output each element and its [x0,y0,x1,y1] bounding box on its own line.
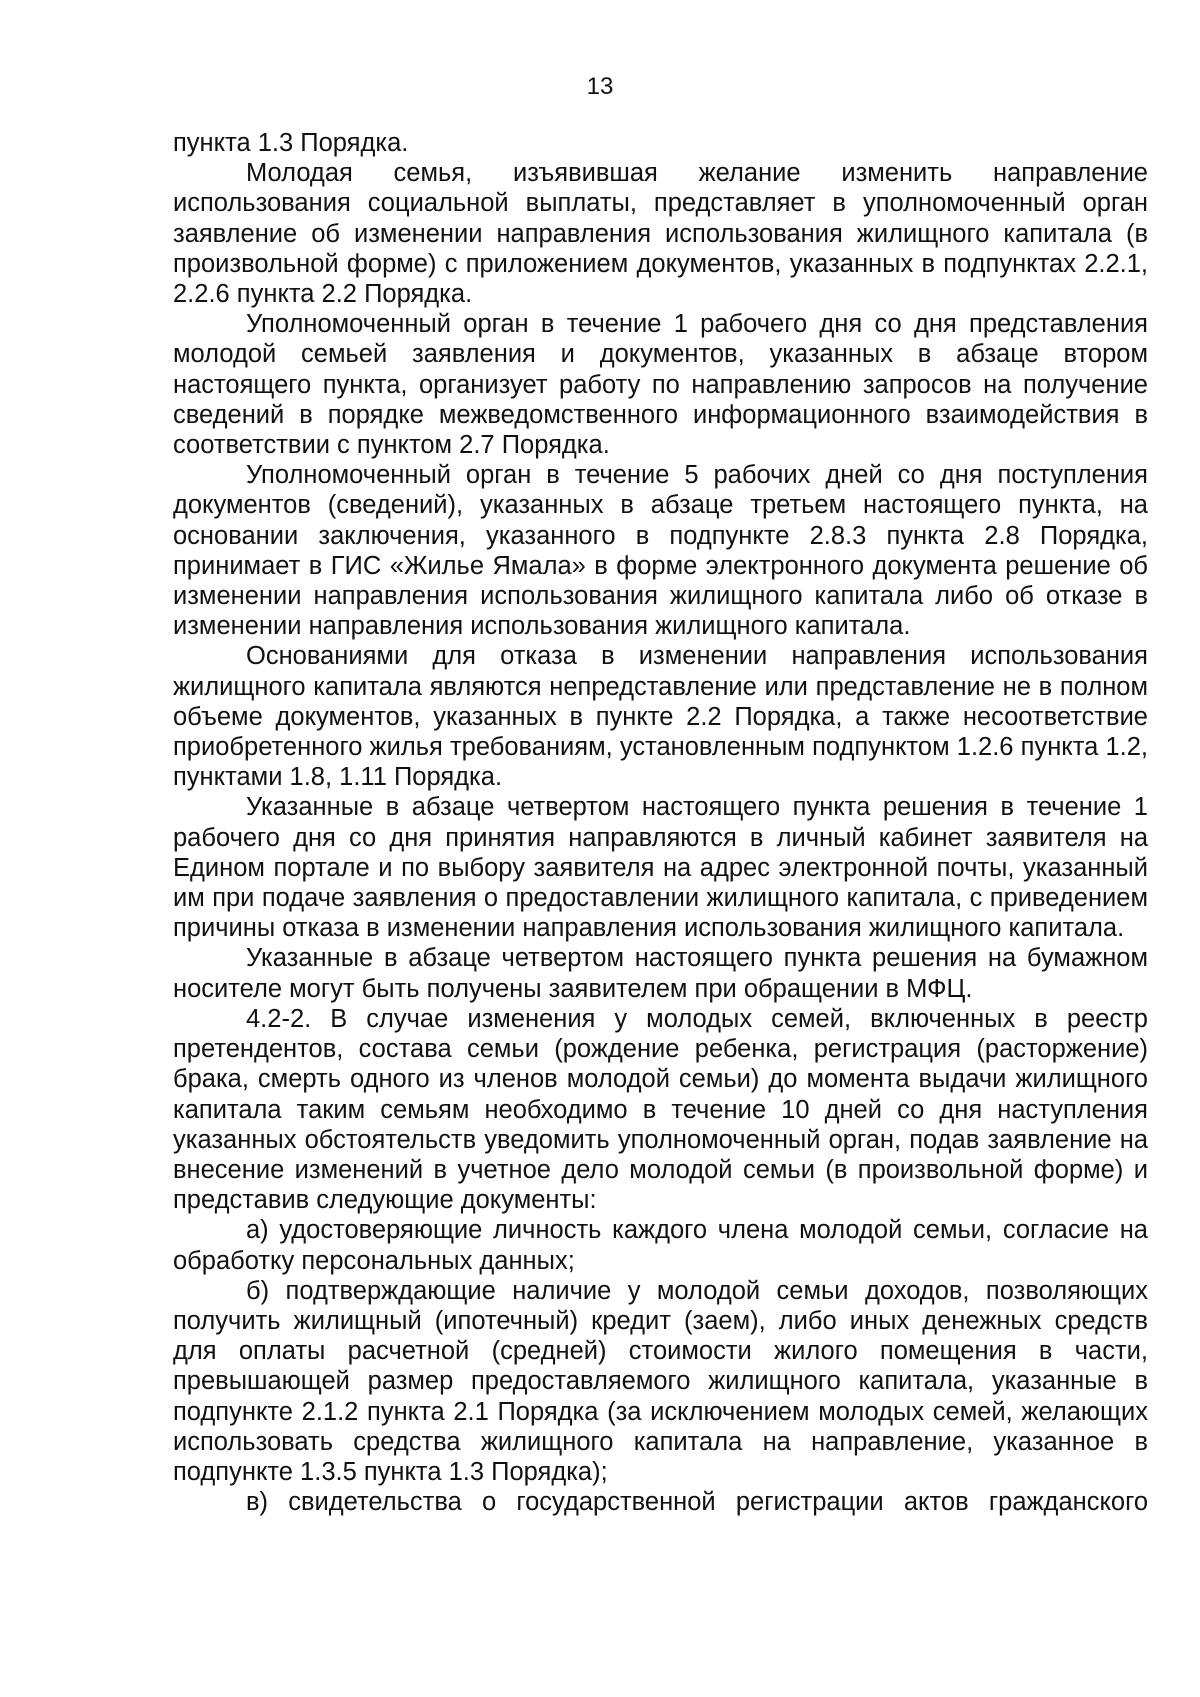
paragraph: пункта 1.3 Порядка. [173,129,409,157]
paragraph: Указанные в абзаце четвертом настоящего пункта решения на бумажном носителе могут быть получены заявителем при обращении в МФЦ. [173,944,1148,1003]
list-item: а) удостоверяющие личность каждого члена молодой семьи, согласие на обработку персональных данных; [173,1216,1148,1275]
document-body [173,128,1148,1517]
paragraph: Указанные в абзаце четвертом настоящего пункта решения в течение 1 рабочего дня со дня принятия направляются в личный кабинет заявителя на Едином портале и по выбору заявителя на адрес электронной почты, указанный им при подаче заявления о предоставлении жилищного капитала, с приведением причины отказа в изменении направления использования жилищного капитала. [173,793,1148,943]
paragraph: 4.2-2. В случае изменения у молодых семей, включенных в реестр претендентов, состава семьи (рождение ребенка, регистрация (расторжение) брака, смерть одного из членов молодой семьи) до момента выдачи жилищного капитала таким семьям необходимо в течение 10 дней со дня наступления указанных обстоятельств уведомить уполномоченный орган, подав заявление на внесение изменений в учетное дело молодой семьи (в произвольной форме) и представив следующие документы: [173,1004,1148,1215]
page-number: 13 [586,73,614,100]
paragraph: Основаниями для отказа в изменении направления использования жилищного капитала являются непредставление или представление не в полном объеме документов, указанных в пункте 2.2 Порядка, а также несоответствие приобретенного жилья требованиям, установленным подпунктом 1.2.6 пункта 1.2, пунктами 1.8, 1.11 Порядка. [173,642,1148,792]
list-item: б) подтверждающие наличие у молодой семьи доходов, позволяющих получить жилищный (ипотечный) кредит (заем), либо иных денежных средств для оплаты расчетной (средней) стоимости жилого помещения в части, превышающей размер предоставляемого жилищного капитала, указанные в подпункте 2.1.2 пункта 2.1 Порядка (за исключением молодых семей, желающих использовать средства жилищного капитала на направление, указанное в подпункте 1.3.5 пункта 1.3 Порядка); [173,1276,1148,1486]
list-item: в) свидетельства о государственной регистрации актов гражданского [246,1488,1148,1517]
paragraph: Уполномоченный орган в течение 1 рабочего дня со дня представления молодой семьей заявления и документов, указанных в абзаце втором настоящего пункта, организует работу по направлению запросов на получение сведений в порядке межведомственного информационного взаимодействия в соответствии с пунктом 2.7 Порядка. [173,310,1148,460]
paragraph: Молодая семья, изъявившая желание изменить направление использования социальной выплаты, представляет в уполномоченный орган заявление об изменении направления использования жилищного капитала (в произвольной форме) с приложением документов, указанных в подпунктах 2.2.1, 2.2.6 пункта 2.2 Порядка. [173,159,1148,309]
paragraph: Уполномоченный орган в течение 5 рабочих дней со дня поступления документов (сведений), указанных в абзаце третьем настоящего пункта, на основании заключения, указанного в подпункте 2.8.3 пункта 2.8 Порядка, принимает в ГИС «Жилье Ямала» в форме электронного документа решение об изменении направления использования жилищного капитала либо об отказе в изменении направления использования жилищного капитала. [173,461,1148,641]
